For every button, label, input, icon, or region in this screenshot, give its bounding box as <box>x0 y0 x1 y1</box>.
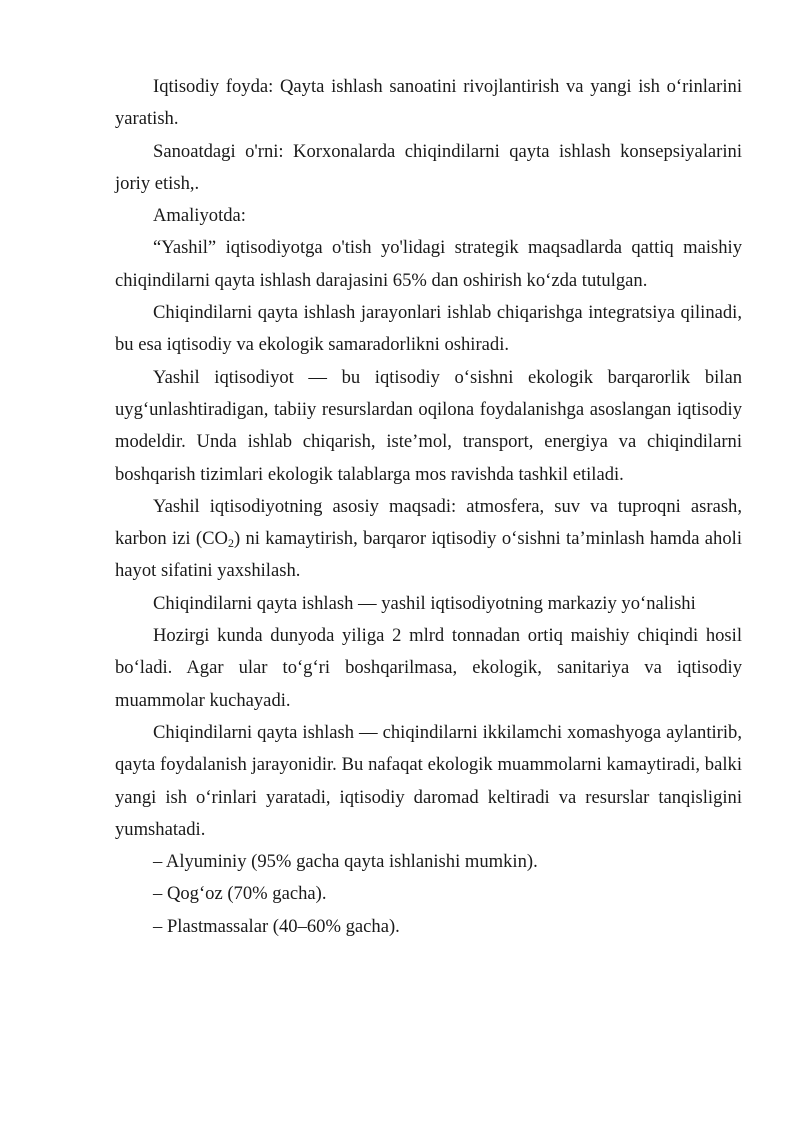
co2-text-after: ) ni kamaytirish, barqaror iqtisodiy o‘sishni ta’minlash hamda aholi hayot sifatini yaxshilash. <box>115 528 742 582</box>
paragraph-in-practice: Amaliyotda: <box>153 205 246 227</box>
paragraph-economic-benefit: Iqtisodiy foyda: Qayta ishlash sanoatini rivojlantirish va yangi ish o‘rinlarini yaratish. <box>115 76 742 130</box>
paragraph-green-economy-definition: Yashil iqtisodiyot — bu iqtisodiy o‘sishni ekologik barqarorlik bilan uyg‘unlashtiradigan, tabiiy resurslardan oqilona foydalanishga asoslangan iqtisodiy modeldir. Unda ishlab chiqarish, iste’mol, transport, energiya va chiqindilarni boshqarish tizimlari ekologik talablarga mos ravishda tashkil etiladi. <box>115 366 742 485</box>
co2-text-before: Yashil iqtisodiyotning asosiy maqsadi: atmosfera, suv va tuproqni asrash, karbon izi (CO <box>115 495 742 550</box>
paragraph-recycling-direction: Chiqindilarni qayta ishlash — yashil iqtisodiyotning markaziy yo‘nalishi <box>153 592 696 614</box>
paragraph-industry-role: Sanoatdagi o'rni: Korxonalarda chiqindilarni qayta ishlash konsepsiyalarini joriy etish,. <box>115 140 742 194</box>
paragraph-integration: Chiqindilarni qayta ishlash jarayonlari ishlab chiqarishga integratsiya qilinadi, bu esa iqtisodiy va ekologik samaradorlikni oshiradi. <box>115 302 742 356</box>
paragraph-main-goal <box>115 491 742 588</box>
paragraph-recycling-definition: Chiqindilarni qayta ishlash — chiqindilarni ikkilamchi xomashyoga aylantirib, qayta foydalanish jarayonidir. Bu nafaqat ekologik muammolarni kamaytiradi, balki yangi ish o‘rinlari yaratadi, iqtisodiy daromad keltiradi va resurslar tanqisligini yumshatadi. <box>115 721 742 840</box>
paragraph-green-economy-goal: “Yashil” iqtisodiyotga o'tish yo'lidagi strategik maqsadlarda qattiq maishiy chiqindilarni qayta ishlash darajasini 65% dan oshirish ko‘zda tutulgan. <box>115 237 742 291</box>
list-item-paper: – Qog‘oz (70% gacha). <box>153 883 327 905</box>
paragraph-world-waste: Hozirgi kunda dunyoda yiliga 2 mlrd tonnadan ortiq maishiy chiqindi hosil bo‘ladi. Agar ular to‘g‘ri boshqarilmasa, ekologik, sanitariya va iqtisodiy muammolar kuchayadi. <box>115 625 742 711</box>
document-page <box>115 71 742 943</box>
list-item-aluminium: – Alyuminiy (95% gacha qayta ishlanishi mumkin). <box>153 851 538 873</box>
co2-subscript: 2 <box>227 536 234 551</box>
list-item-plastics: – Plastmassalar (40–60% gacha). <box>153 915 400 937</box>
